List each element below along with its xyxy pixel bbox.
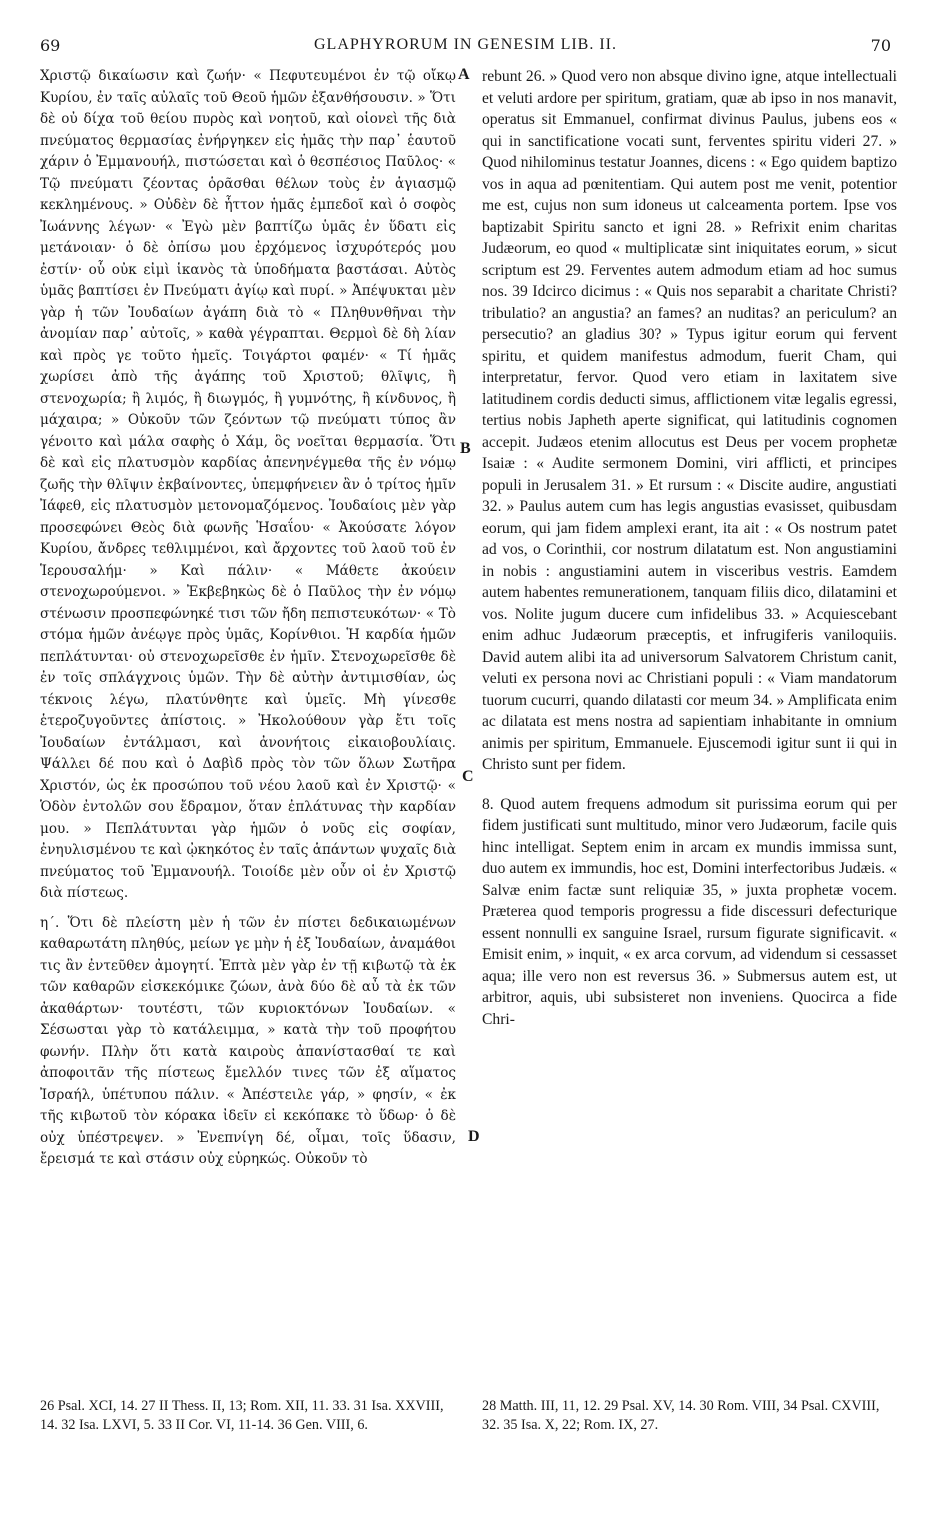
margin-marker-c: C — [462, 768, 474, 785]
right-page-number: 70 — [870, 36, 891, 55]
latin-paragraph-1: rebunt 26. » Quod vero non absque divino igne, atque intellectuali et veluti ardore per spiritum, gratiam, quæ ab ipso in nos manavit, operatus sit Emmanuel, confirmat divinus Paulus, jubens eos « qui in sanctificatione vocati sunt, ferventes spiritu videri 27. » Quod nihilominus testatur Joannes, dicens : « Ego quidem baptizo vos in aqua ad pœnitentiam. Qui autem post me venit, potentior me est, cujus non sum idoneus ut calceamenta portem. Ipse vos baptizabit Spiritu sancto et igni 28. » Refrixit enim charitas Judæorum, eo quod « multiplicatæ sint iniquitates eorum, » sicut scriptum est 29. Ferventes autem admodum etiam ad hoc sumus nos. 39 Idcirco dicimus : « Quis nos separabit a charitate Christi? tribulatio? an angustia? an fames? an nuditas? an periculum? an persecutio? an gladius 30? » Typus igitur eorum qui fervent spiritu, et quidem manifestus admodum, fuerit Cham, qui interpretatur, fervor. Quod vero etiam in laxitatem sive latitudinem cordis deducti simus, afflictionem vitæ legalis egressi, tertius nobis Japheth aperte significat, qui latitudinis cognomen accepit. Judæos etenim allocutus est Deus per vocem prophetæ Isaiæ : « Audite sermonem Domini, viri afflicti, et principes populi in Jerusalem 31. » Et rursum : « Discite audire, angustiati 32. » Paulus autem cum has legis angustias evasisset, quibusdam eorum, qui jam fidem amplexi erant, ita ait : « Os nostrum patet ad vos, o Corinthii, cor nostrum dilatatum est. Non angustiamini in nobis : angustiamini autem in visceribus vestris. Eamdem autem habentes remunerationem, tanquam filiis dico, dilatamini et vos. Nolite jugum ducere cum infidelibus 33. » Acquiescebant enim adhuc Judæorum præceptis, et infrugiferis vaniloquiis. David autem alibi ita ad universorum Salvatorem Christum canit, veluti ex persona novi ac Christiani populi : « Viam mandatorum tuorum cucurri, quando dilatasti cor meum 34. » Amplificata enim ac dilatata est mens nostra ad sapientiam inhabitante in omnium animis per spiritum, Emmanuele. Ejuscemodi igitur sunt ii qui in Christo sunt per fidem. — [482, 68, 897, 773]
margin-marker-a: A — [458, 66, 470, 83]
page-header — [40, 36, 891, 60]
footnotes-right: 28 Matth. III, 11, 12. 29 Psal. XV, 14. 30 Rom. VIII, 34 Psal. CXVIII, 32. 35 Isa. X, 22; Rom. IX, 27. — [482, 1398, 880, 1433]
footnotes-left: 26 Psal. XCI, 14. 27 II Thess. II, 13; Rom. XII, 11. 33. 31 Isa. XXVIII, 14. 32 Isa. LXVI, 5. 33 II Cor. VI, 11-14. 36 Gen. VIII, 6. — [40, 1398, 444, 1433]
margin-marker-d: D — [468, 1128, 480, 1145]
greek-paragraph-1: Χριστῷ δικαίωσιν καὶ ζωήν· « Πεφυτευμένοι ἐν τῷ οἴκῳ Κυρίου, ἐν ταῖς αὐλαῖς τοῦ Θεοῦ ἡμῶν ἐξανθήσουσιν. » Ὅτι δὲ οὐ δίχα τοῦ θείου πυρὸς καὶ νοητοῦ, καὶ οἱονεὶ τῆς διὰ πνεύματος θερμασίας ἐνήργηκεν εἰς ἡμᾶς τὴν παρ᾽ ἑαυτοῦ χάριν ὁ Ἐμμανουήλ, πιστώσεται καὶ ὁ θεσπέσιος Παῦλος· « Τῷ πνεύματι ζέοντας ὁρᾶσθαι θέλων τοὺς ἐν ἁγιασμῷ κεκλημένους. » Οὐδὲν δὲ ἧττον ἡμᾶς ἐμπεδοῖ καὶ ὁ σοφὸς Ἰωάννης λέγων· « Ἐγὼ μὲν βαπτίζω ὑμᾶς ἐν ὕδατι εἰς μετάνοιαν· ὁ δὲ ὀπίσω μου ἐρχόμενος ἰσχυρότερός μου ἐστίν· οὗ οὐκ εἰμὶ ἱκανὸς τὰ ὑποδήματα βαστάσαι. Αὐτὸς ὑμᾶς βαπτίσει ἐν Πνεύματι ἁγίῳ καὶ πυρί. » Ἀπέψυκται μὲν γὰρ ἡ τῶν Ἰουδαίων ἀγάπη διὰ τὸ « Πληθυνθῆναι τὴν ἀνομίαν παρ᾽ αὐτοῖς, » καθὰ γέγραπται. Θερμοὶ δὲ δὴ λίαν καὶ πρὸς γε τοῦτο ἡμεῖς. Τοιγάρτοι φαμέν· « Τί ἡμᾶς χωρίσει ἀπὸ τῆς ἀγάπης τοῦ Χριστοῦ; θλῖψις, ἢ στενοχωρία; ἢ λιμός, ἢ διωγμός, ἢ γυμνότης, ἢ κίνδυνος, ἢ μάχαιρα; » Οὐκοῦν τῶν ζεόντων τῷ πνεύματι τύπος ἂν γένοιτο καὶ μάλα σαφὴς ὁ Χάμ, ὃς νοεῖται θερμασία. Ὅτι δὲ καὶ εἰς πλατυσμὸν καρδίας ἀπενηνέγμεθα τῆς ἐν νόμῳ ζωῆς τὴν θλῖψιν ἐκβαίνοντες, ὑπεμφήνειεν ἂν ὁ τρίτος ἡμῖν Ἰάφεθ, εἰς πλατυσμὸν μετονομαζόμενος. Ἰουδαίοις μὲν γὰρ προσεφώνει Θεὸς διὰ φωνῆς Ἡσαΐου· « Ἀκούσατε λόγον Κυρίου, ἄνδρες τεθλιμμένοι, καὶ ἄρχοντες τοῦ λαοῦ τοῦ ἐν Ἱερουσαλήμ· » Καὶ πάλιν· « Μάθετε ἀκούειν στενοχωρούμενοι. » Ἐκβεβηκὼς δὲ ὁ Παῦλος τὴν ἐν νόμῳ στένωσιν προσπεφώνηκέ τισι τῶν ἤδη πεπιστευκότων· « Τὸ στόμα ἡμῶν ἀνέῳγε πρὸς ὑμᾶς, Κορίνθιοι. Ἡ καρδία ἡμῶν πεπλάτυνται· οὐ στενοχωρεῖσθε ἐν ἡμῖν. Στενοχωρεῖσθε δὲ ἐν τοῖς σπλάγχνοις ὑμῶν. Τὴν δὲ αὐτὴν ἀντιμισθίαν, ὡς τέκνοις λέγω, πλατύνθητε καὶ ὑμεῖς. Μὴ γίνεσθε ἑτεροζυγοῦντες ἀπίστοις. » Ἠκολούθουν γὰρ ἔτι τοῖς Ἰουδαίων ἐντάλμασι, καὶ ἀνονήτοις εἰκαιοβουλίαις. Ψάλλει δέ που καὶ ὁ Δαβὶδ πρὸς τὸν τῶν ὅλων Σωτῆρα Χριστόν, ὡς ἐκ προσώπου τοῦ νέου λαοῦ καὶ ἐν Χριστῷ· « Ὁδὸν ἐντολῶν σου ἔδραμον, ὅταν ἐπλάτυνας τὴν καρδίαν μου. » Πεπλάτυνται γὰρ ἡμῶν ὁ νοῦς εἰς σοφίαν, ἐνηυλισμένου τε καὶ ᾠκηκότος ἐν ταῖς ἁπάντων ψυχαῖς διὰ πνεύματος τοῦ Ἐμμανουήλ. Τοιοίδε μὲν οὖν οἱ ἐν Χριστῷ διὰ πίστεως. — [40, 68, 456, 901]
margin-marker-b: B — [460, 440, 471, 457]
latin-paragraph-2: 8. Quod autem frequens admodum sit purissima eorum qui per fidem justificati sunt multitudo, minor vero Judæorum, facile quis hinc intelligat. Septem enim in arcam ex mundis immissa sunt, duo autem ex immundis, hoc est, Domini interfectoribus Judæis. « Salvæ enim factæ sunt reliquiæ 35, » juxta prophetæ vocem. Præterea quod temporis progressu a fide discessuri defecturique essent nonnulli ex sanguine Israel, rursum figurate significavit. « Emisit enim, » inquit, « ex arca corvum, ad videndum si cessasset aqua; ille vero non est reversus 36. » Submersus autem est, ut arbitror, aquis, ubi subsisteret non inveniens. Quocirca a fide Chri- — [482, 795, 897, 1028]
running-title: GLAPHYRORUM IN GENESIM LIB. II. — [314, 36, 617, 53]
greek-column — [40, 66, 456, 1171]
greek-paragraph-2: η΄. Ὅτι δὲ πλείστη μὲν ἡ τῶν ἐν πίστει δεδικαιωμένων καθαρωτάτη πληθύς, μείων γε μὴν ἡ ἐξ Ἰουδαίων, ἀναμάθοι τις ἂν ἐντεῦθεν ἀμογητί. Ἑπτὰ μὲν γὰρ ἐν τῇ κιβωτῷ τὰ ἐκ τῶν καθαρῶν εἰσκεκόμικε ζώων, ἀνὰ δύο δὲ αὖ τὰ ἐκ τῶν ἀκαθάρτων· τουτέστι, τῶν κυριοκτόνων Ἰουδαίων. « Σέσωσται γὰρ τὸ κατάλειμμα, » κατὰ τὴν τοῦ προφήτου φωνήν. Πλὴν ὅτι κατὰ καιροὺς ἀπανίστασθαί τε καὶ ἀποφοιτᾶν τῆς πίστεως ἔμελλόν τινες τῶν ἐξ αἵματος Ἰσραήλ, ὑπέτυπου πάλιν. « Ἀπέστειλε γάρ, » φησίν, « ἐκ τῆς κιβωτοῦ τὸν κόρακα ἰδεῖν εἰ κεκόπακε τὸ ὕδωρ· ὁ δὲ οὐχ ὑπέστρεψεν. » Ἐνεπνίγη δέ, οἶμαι, τοῖς ὕδασιν, ἔρεισμά τε καὶ στάσιν οὐχ εὑρηκώς. Οὐκοῦν τὸ — [40, 914, 456, 1167]
latin-column — [482, 66, 897, 1030]
left-page-number: 69 — [40, 36, 61, 55]
